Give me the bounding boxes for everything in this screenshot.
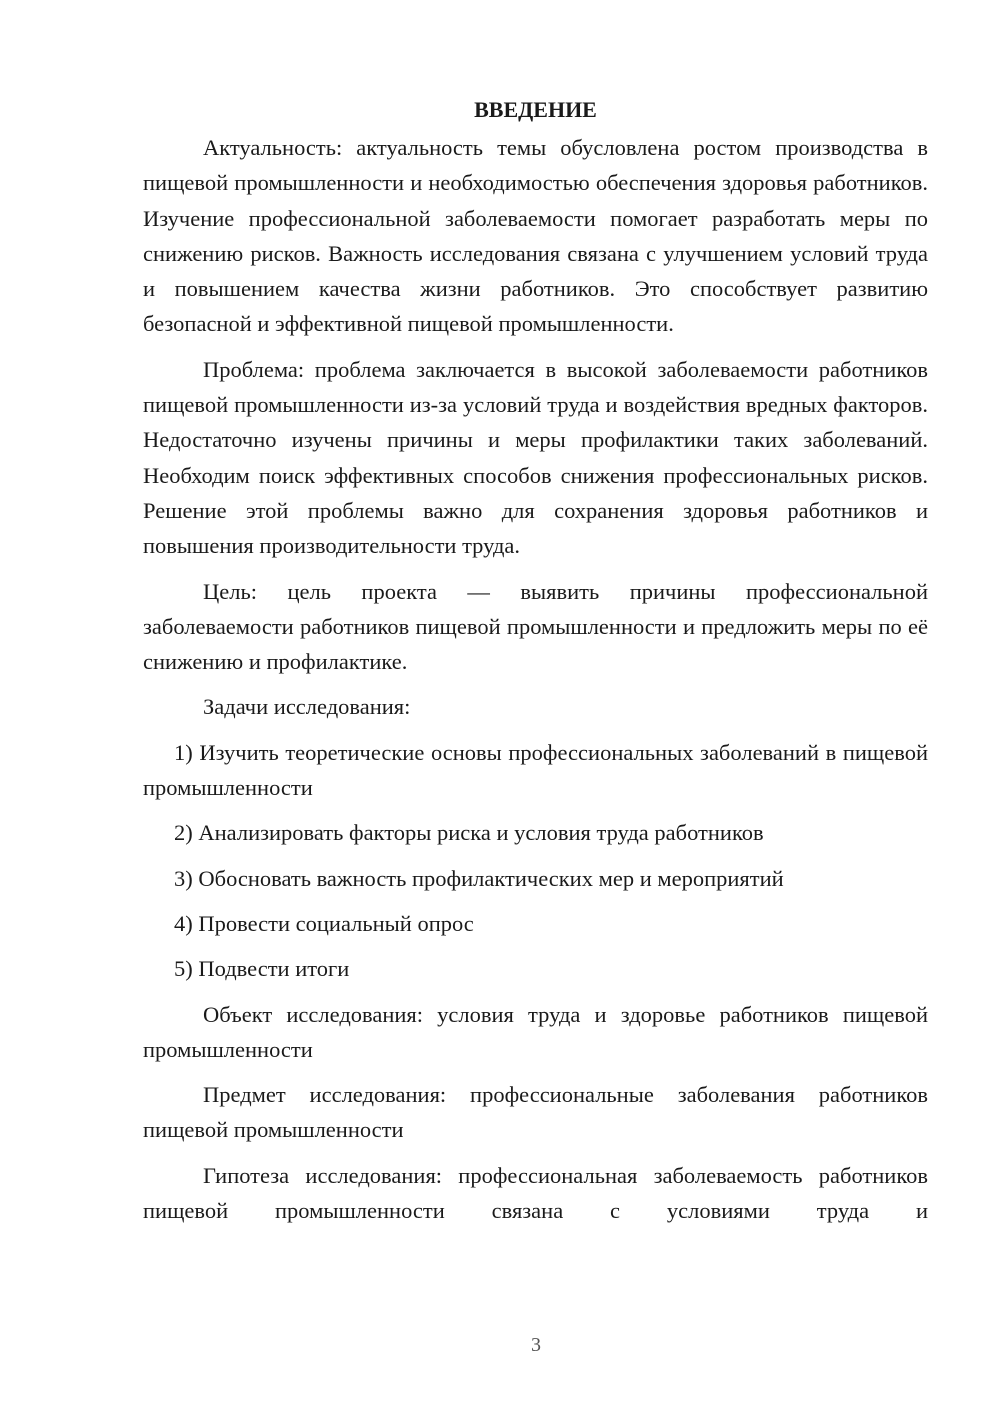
document-page [143,95,928,1228]
paragraph-subject: Предмет исследования: профессиональные заболевания работников пищевой промышленности [143,1082,928,1143]
section-title: ВВЕДЕНИЕ [474,97,597,122]
paragraph-goal: Цель: цель проекта — выявить причины профессиональной заболеваемости работников пищевой промышленности и предложить меры по её снижению и профилактике. [143,578,928,675]
paragraph-hypothesis: Гипотеза исследования: профессиональная заболеваемость работников пищевой промышленности связана с условиями труда и [143,1162,928,1224]
paragraph-object: Объект исследования: условия труда и здоровье работников пищевой промышленности [143,1001,928,1062]
task-item-2: 2) Анализировать факторы риска и условия труда работников [174,820,764,846]
task-item-5: 5) Подвести итоги [174,956,350,982]
page-number: 3 [531,1334,541,1356]
task-item-1: 1) Изучить теоретические основы профессиональных заболеваний в пищевой промышленности [143,739,928,801]
paragraph-relevance: Актуальность: актуальность темы обусловлена ростом производства в пищевой промышленности и необходимостью обеспечения здоровья работников. Изучение профессиональной заболеваемости помогает разработать меры по снижению рисков. Важность исследования связана с улучшением условий труда и повышением качества жизни работников. Это способствует развитию безопасной и эффективной пищевой промышленности. [143,135,928,337]
task-item-3: 3) Обосновать важность профилактических мер и мероприятий [174,865,784,891]
paragraph-problem: Проблема: проблема заключается в высокой заболеваемости работников пищевой промышленности из-за условий труда и воздействия вредных факторов. Недостаточно изучены причины и меры профилактики таких заболеваний. Необходим поиск эффективных способов снижения профессиональных рисков. Решение этой проблемы важно для сохранения здоровья работников и повышения производительности труда. [143,356,928,559]
task-item-4: 4) Провести социальный опрос [174,910,474,936]
tasks-heading: Задачи исследования: [203,694,411,720]
